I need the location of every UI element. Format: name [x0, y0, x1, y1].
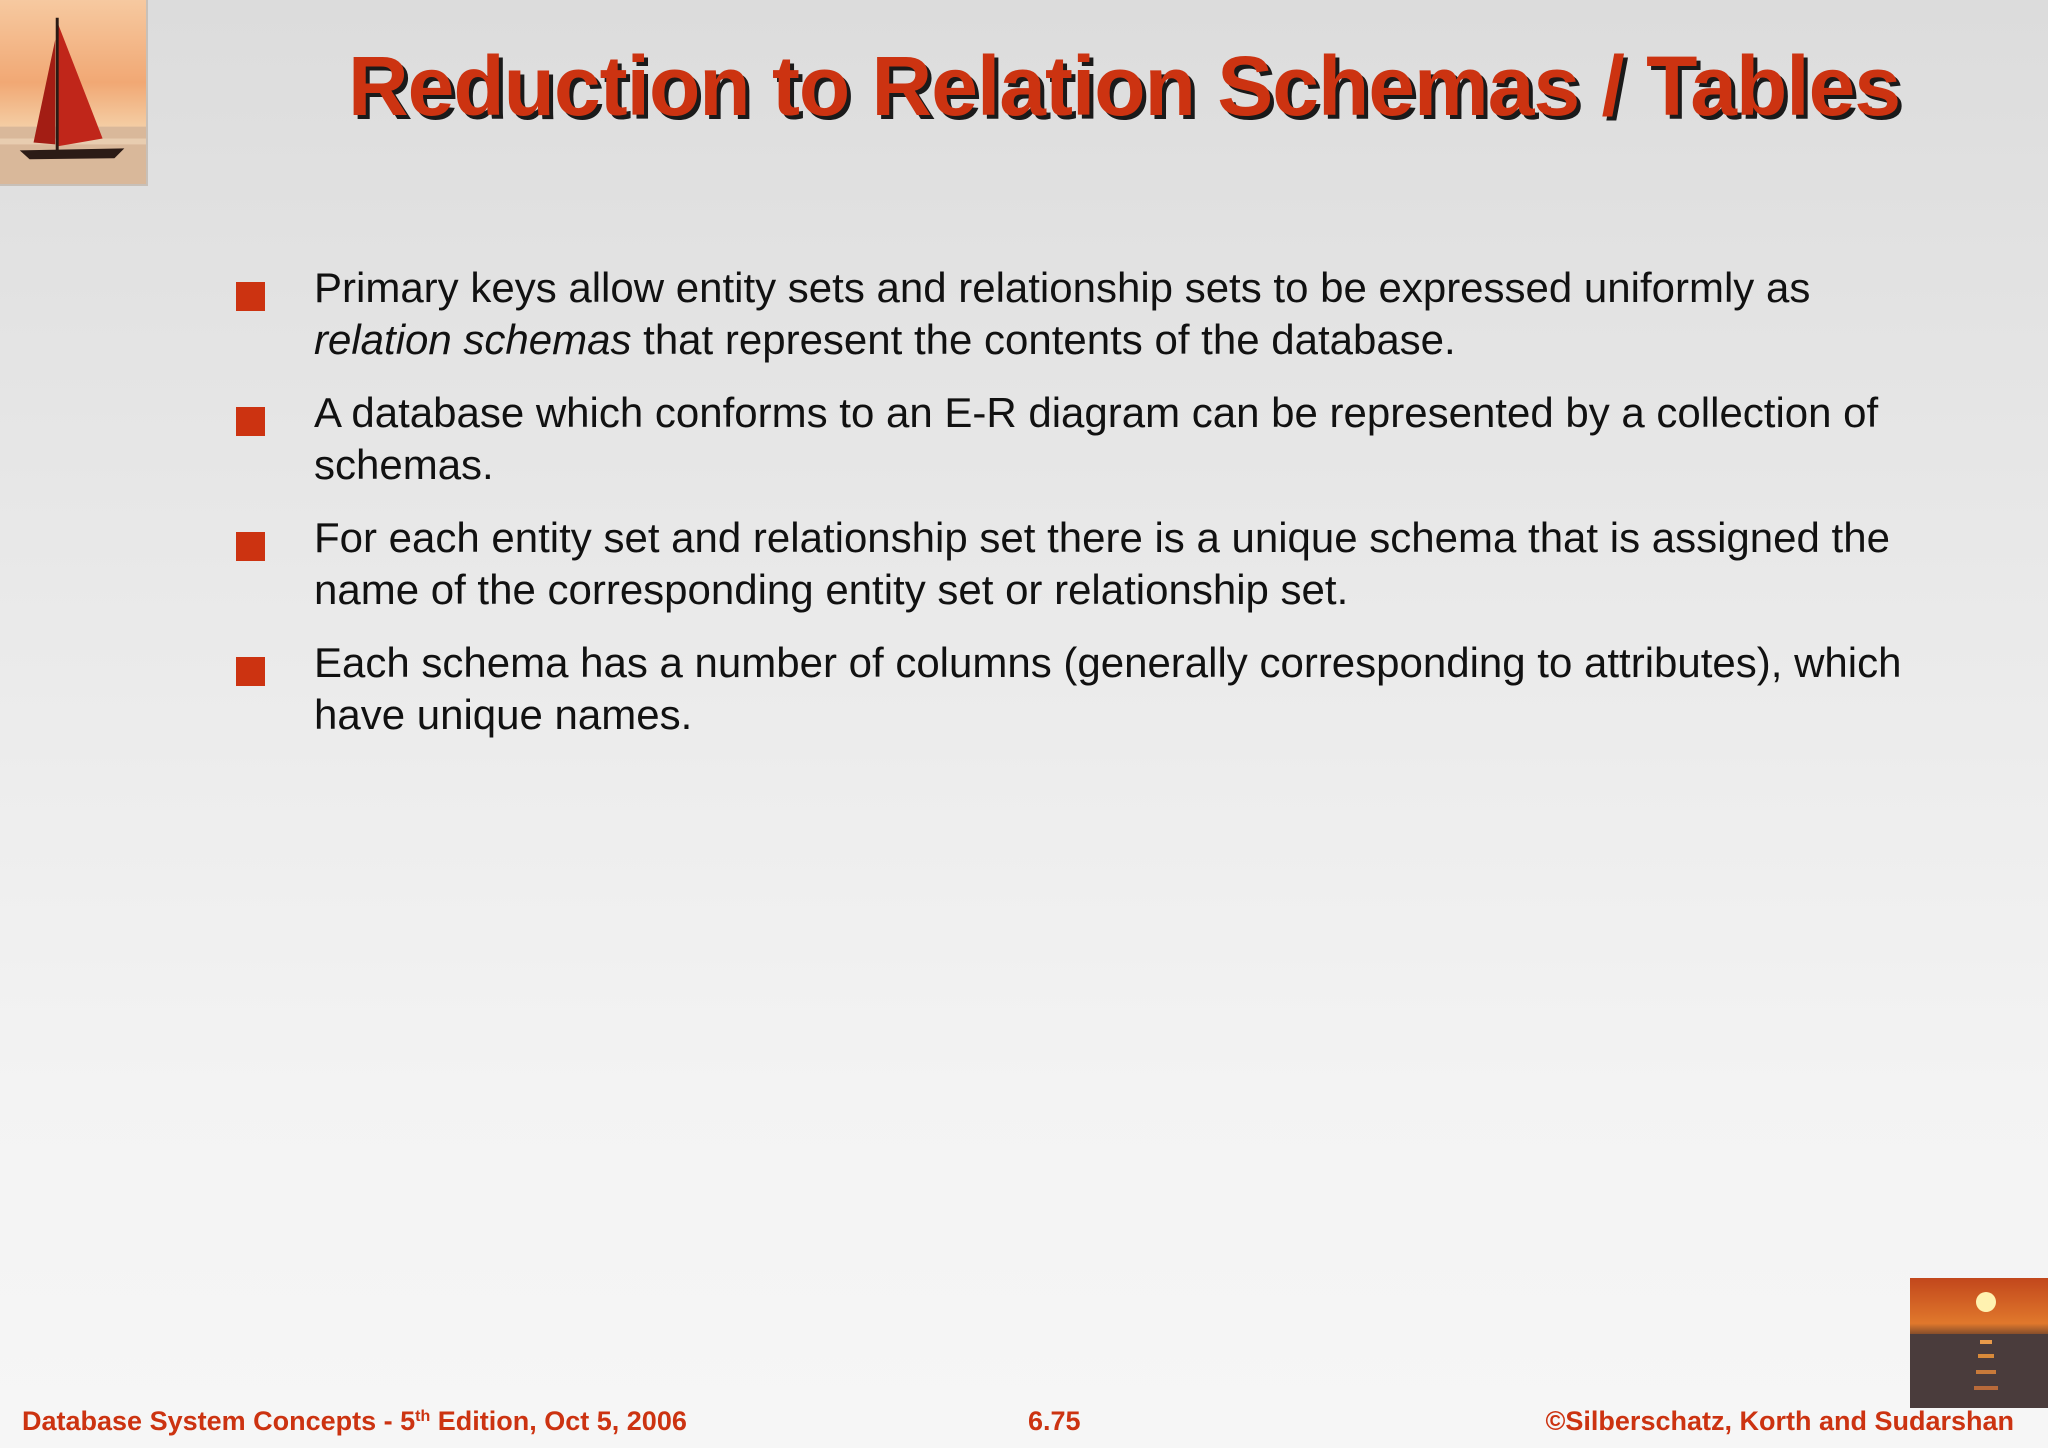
- bullet-text: For each entity set and relationship set there is a unique schema that is assigned the name of the corresponding entity set or relationship set.: [314, 514, 1890, 613]
- bullet-square-icon: [236, 407, 265, 436]
- slide-footer: [0, 1406, 2048, 1446]
- footer-page-number: 6.75: [1028, 1406, 1081, 1436]
- slide-title: Reduction to Relation Schemas / Tables: [347, 39, 1901, 133]
- bullet-item: [236, 387, 1916, 491]
- bullet-item: [236, 512, 1916, 616]
- bullet-item: [236, 637, 1916, 741]
- bullet-square-icon: [236, 532, 265, 561]
- bullet-text: A database which conforms to an E-R diagram can be represented by a collection of schemas.: [314, 389, 1879, 488]
- bullet-text: Primary keys allow entity sets and relationship sets to be expressed uniformly as relation schemas that represent the contents of the database.: [314, 264, 1811, 363]
- sunset-logo-icon: [1910, 1278, 2048, 1408]
- bullet-item: [236, 262, 1916, 366]
- bullet-list: [236, 262, 1916, 762]
- footer-copyright: ©Silberschatz, Korth and Sudarshan: [1545, 1406, 2014, 1436]
- emphasis-text: relation schemas: [314, 316, 632, 363]
- sailboat-logo-icon: [0, 0, 148, 186]
- bullet-text: Each schema has a number of columns (generally corresponding to attributes), which have unique names.: [314, 639, 1902, 738]
- bullet-square-icon: [236, 657, 265, 686]
- bullet-square-icon: [236, 282, 265, 311]
- footer-book-info: Database System Concepts - 5th Edition, Oct 5, 2006: [22, 1406, 687, 1436]
